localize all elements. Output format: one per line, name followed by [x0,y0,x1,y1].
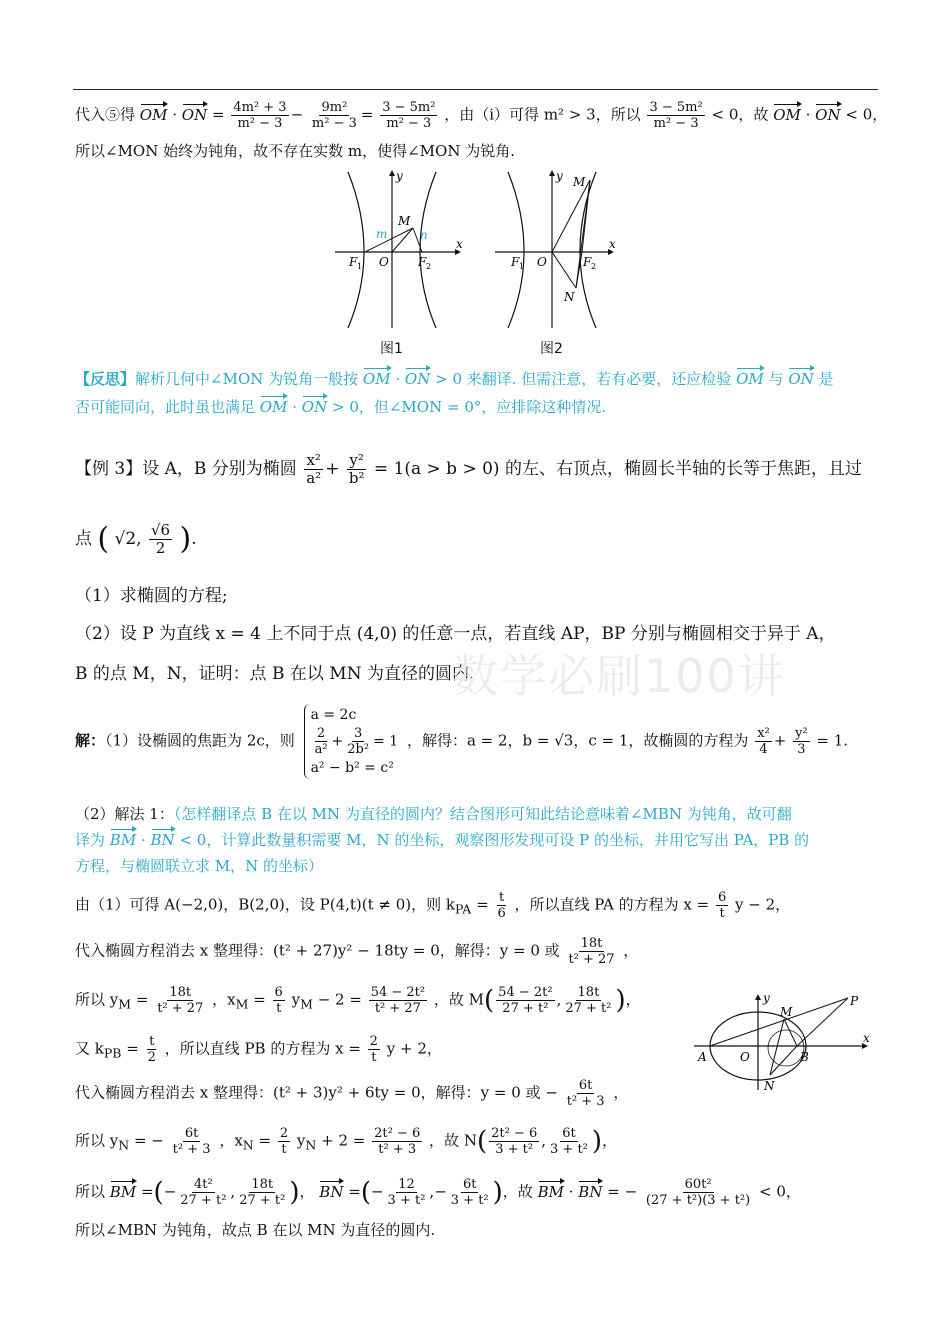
fraction [237,1177,287,1208]
text: ， [613,1083,629,1102]
fraction [313,726,330,757]
text: = 1 [373,733,399,750]
denominator: t² + 27 [157,1001,204,1016]
numerator: 60t² [684,1177,712,1192]
vector-bn: BN [150,831,175,849]
mn-circle [768,1030,804,1066]
paren-right: ) [591,1126,603,1157]
conclusion-line: 所以∠MBN 为钝角，故点 B 在以 MN 为直径的圆内. [75,1221,436,1239]
reflection-line-1: 【反思】解析几何中∠MON 为锐角一般按 OM · ON > 0 来翻译. 但需注意，若有必要，还应检验 OM 与 ON 是 [75,370,834,388]
denominator: 27 + t² [180,1193,227,1208]
denominator: 2 [155,539,166,557]
fraction [310,100,359,131]
fraction [155,985,205,1016]
text: 否可能同向，此时虽也满足 [75,398,256,416]
vector-bn: BN [319,1182,344,1201]
fraction [496,985,554,1016]
text: = [253,990,266,1009]
text: = − [133,1131,164,1150]
m-point-label: M [398,214,411,228]
fraction [793,726,810,757]
numerator: 9m² [321,100,348,115]
text: = [126,1039,139,1058]
text: 解析几何中∠MON 为锐角一般按 [135,370,359,388]
derivation-row-7: 所以 BM =(− $\frac{\text{4t²}}{\text{27 + t²}}$ , $\frac{18t}{\text{27 + t²}}$ )， BN =(− $\frac{12}{\text{3 + t²}}$ ,− $\frac{6t}{\text{3 + t²}}$ )，故 BM · BN = − $\frac{\text{60t²}}{\text{(27 + t²)(3 + t²)}}$ < 0， [75,1177,801,1208]
segment-mn [770,1019,784,1075]
f2-label: F [418,255,427,269]
solution-line-1: 解：（1）设椭圆的焦距为 2c，则 a = 2c $\frac{2}{\text{a²}}$ + $\frac{3}{\text{2b²}}$ = 1 a² − b² = c² ，解得：a = 2，b = √3，c = 1，故椭圆的方程为 $\frac{\text{x²}}{4}$ + $\frac{\text{y²}}{3}$ = 1. [75,704,848,779]
method-1-line-2: 译为 BM · BN < 0，计算此数量积需要 M，N 的坐标，观察图形发现可设 P 的坐标，并用它写出 PA，PB 的 [75,831,810,849]
header-line-2: 所以∠MON 始终为钝角，故不存在实数 m，使得∠MON 为锐角. [75,142,515,160]
denominator: t² + 3 [566,1094,605,1109]
line-bp [797,998,848,1046]
text: = 1. [816,731,849,750]
fraction [149,522,172,557]
numerator: 6t [184,1126,199,1141]
numerator: 18t [577,985,600,1000]
denominator: 27 + t² [565,1001,612,1016]
numerator: 3 [354,726,363,741]
fraction [278,1126,290,1157]
text: y − 2， [735,895,791,914]
numerator: x² [757,726,770,741]
origin-label: O [740,1050,750,1064]
reflection-line-2: 否可能同向，此时虽也满足 OM · ON > 0，但∠MON = 0°，应排除这种情况. [75,398,607,416]
fraction [345,726,371,757]
paren-right: ) [492,1177,503,1208]
left-branch [508,172,524,328]
header-line-1: 代入⑤得 OM · ON = $\frac{\text{4m² + 3}}{\text{m² − 3}}$ − $\frac{\text{9m²}}{\text{m² − 3}}$ = $\frac{\text{3 − 5m²}}{\text{m² − 3}}$ ，由（i）可得 m² > 3，所以 $\frac{\text{3 − 5m²}}{\text{m² − 3}}$ < 0，故 OM · ON < 0， [75,100,888,131]
vector-om: OM [259,398,288,416]
y-label: y [556,169,563,183]
denominator: 2b² [347,742,370,757]
vector-om: OM [736,370,764,388]
text: ， [299,1182,315,1201]
text: ，故 M [433,990,485,1009]
text: = [348,1182,361,1201]
denominator: t [281,1142,287,1157]
numerator: 3 − 5m² [649,100,703,115]
subscript: N [118,1137,130,1153]
m-label: M [780,1005,793,1019]
denominator: b² [348,469,365,487]
denominator: t² + 3 [378,1142,417,1157]
derivation-row-5 [75,1078,628,1109]
text: > 0，但∠MON = 0°，应排除这种情况. [331,398,607,416]
text: = − [607,1182,638,1201]
fraction [489,1126,539,1157]
solution-tag: 解： [75,731,106,750]
paren-right: ) [289,1177,300,1208]
numerator: 18t [169,985,192,1000]
numerator: 6t [462,1177,477,1192]
derivation-row-3: 所以 $y_M$ = $\frac{18t}{\text{t² + 27}}$ ，$x_M$ = $\frac{6}{t}$ $y_M - 2$ = $\frac{\text{54 − 2t²}}{\text{t² + 27}}$ ，故 M( $\frac{\text{54 − 2t²}}{\text{27 + t²}}$ , $\frac{18t}{\text{27 + t²}}$ )， [75,985,641,1016]
denominator: (27 + t²)(3 + t²) [645,1193,751,1208]
text: ， [625,990,641,1009]
fraction [566,936,616,967]
equation: a² − b² = c² [310,760,394,776]
text: 所以 y [75,1131,119,1150]
numerator: √6 [151,521,171,539]
vector-bn: BN [578,1182,603,1201]
numerator: t [149,1034,155,1049]
b-label: B [800,1050,809,1064]
f2-label: F [583,255,592,269]
y-label: y [763,991,770,1005]
fraction [368,1034,380,1065]
subscript: PB [103,1045,122,1061]
y-arrow [389,170,395,176]
vector-on: ON [788,370,814,388]
x-label: x [609,237,616,251]
text: = [258,1131,272,1150]
denominator: 3 + t² [550,1142,588,1157]
question-2-line-2: B 的点 M，N，证明：点 B 在以 MN 为直径的圆内. [75,664,475,684]
method-1-line-1 [75,804,792,824]
reflection-tag: 【反思】 [75,370,136,388]
figure-2-hyperbola [490,168,625,330]
derivation-row-6: 所以 $y_N$ = − $\frac{6t}{\text{t² + 3}}$ ，$x_N$ = $\frac{2}{t}$ $y_N + 2$ = $\frac{\text{2t² − 6}}{\text{t² + 3}}$ ，故 N( $\frac{\text{2t² − 6}}{\text{3 + t²}}$ , $\frac{6t}{\text{3 + t²}}$ )， [75,1126,618,1157]
text: 所以 y [75,990,119,1009]
segment-mf1 [365,228,413,252]
vector-bm: BM [537,1182,564,1201]
equation: $\frac{2}{\text{a²}}$ + $\frac{3}{\text{2b²}}$ = 1 [314,726,399,757]
equation: a = 2c [310,707,357,723]
example-tag: 【例 3】 [75,459,143,479]
denominator: 2 [147,1050,156,1065]
segment-om [552,180,590,252]
vector-on: ON [181,105,208,124]
numerator: 54 − 2t² [498,985,553,1000]
numerator: 18t [580,936,603,951]
paren-left: ( [360,1177,371,1208]
fraction [146,1034,158,1065]
denominator: a² [314,742,328,757]
fraction [565,1078,607,1109]
fraction [644,1177,752,1208]
method-1-line-3: 方程，与椭圆联立求 M，N 的坐标） [75,857,324,875]
denominator: 27 + t² [239,1193,286,1208]
numerator: 6 [274,985,283,1000]
denominator: 27 + t² [502,1001,549,1016]
comment: （怎样翻译点 B 在以 MN 为直径的圆内？结合图形可知此结论意味着∠MBN 为钝角，故可翻 [173,805,792,823]
numerator: x² [306,451,321,469]
fraction [171,1126,213,1157]
point-x: √2, [114,529,142,549]
fraction [273,985,285,1016]
numerator: 18t [251,1177,274,1192]
text: > 0 来翻译. 但需注意，若有必要，还应检验 [435,370,732,388]
numerator: 4t² [193,1177,213,1192]
y-arrow [549,170,555,176]
text: < 0，计算此数量积需要 M，N 的坐标，观察图形发现可设 P 的坐标，并用它写出 PA，PB 的 [179,831,810,849]
denominator: 3 + t² [387,1193,426,1208]
text: y [291,990,301,1009]
subscript: M [118,996,132,1012]
text: 代入⑤得 [75,105,136,124]
fraction [369,985,427,1016]
fraction [304,452,323,487]
figure-1-hyperbola [330,168,465,330]
segment-on [552,252,576,288]
numerator: 4m² + 3 [233,100,287,115]
vector-om: OM [362,370,391,388]
watermark: 数学必刷100讲 [452,649,786,703]
origin-label: O [379,255,389,269]
method-heading: （2）解法 1： [75,805,174,823]
fraction [716,890,728,921]
f2-subscript: 2 [591,262,597,271]
vector-on: ON [815,105,841,124]
vector-on: ON [301,398,328,416]
example-line-1: 【例 3】设 A，B 分别为椭圆 $\frac{\text{x²}}{\text{a²}}$ + $\frac{\text{y²}}{\text{b²}}$ = 1(a > b > 0) 的左、右顶点，椭圆长半轴的长等于焦距，且过 [75,451,862,487]
text: 设 A，B 分别为椭圆 [142,459,297,479]
paren-left: ( [97,521,110,557]
fraction [548,1126,590,1157]
paren-right: ) [179,521,192,557]
derivation-row-4 [75,1034,442,1065]
question-2-line-1: （2）设 P 为直线 x = 4 上不同于点 (4,0) 的任意一点，若直线 AP，BP 分别与椭圆相交于异于 A， [75,624,836,644]
text: . [191,529,197,549]
derivation-row-2 [75,936,638,967]
text: ， [602,1131,618,1150]
denominator: m² − 3 [653,116,699,131]
x-label: x [863,1031,870,1045]
text: = [476,895,489,914]
left-branch [348,172,364,328]
figure-1-caption: 图1 [380,341,403,357]
text: ，由（i）可得 m² > 3，所以 [444,105,641,124]
f1-label: F [349,255,358,269]
fraction [347,452,367,487]
denominator: t² + 3 [172,1142,211,1157]
n-point-label: N [564,290,575,304]
m-point-label: M [573,175,586,189]
derivation-row-1 [75,890,790,921]
text: 代入椭圆方程消去 x 整理得：(t² + 27)y² − 18ty = 0，解得：y = 0 或 [75,941,560,960]
text: （1）设椭圆的焦距为 2c，则 [105,731,295,750]
fraction [495,890,507,921]
numerator: t [498,890,505,905]
fraction [386,1177,428,1208]
f1-label: F [511,255,520,269]
text: = [135,990,149,1009]
equation-system [304,704,399,779]
text: = [140,1182,154,1201]
paren-left: ( [484,985,495,1016]
text: ，所以直线 PA 的方程为 x = [514,895,710,914]
denominator: 4 [759,742,768,757]
vector-bm: BM [109,1182,137,1201]
right-branch [420,172,436,328]
text: ， [623,941,639,960]
denominator: t² + 27 [568,952,615,967]
subscript: PA [455,901,472,917]
subscript: M [300,996,313,1012]
text: ，所以直线 PB 的方程为 x = [164,1039,361,1058]
numerator: 6 [717,890,727,905]
numerator: y² [349,451,364,469]
f2-subscript: 2 [426,262,432,271]
denominator: a² [306,469,322,487]
denominator: 3 + t² [495,1142,534,1157]
numerator: 2t² − 6 [491,1126,538,1141]
denominator: m² − 3 [237,116,283,131]
text: < 0， [845,105,888,124]
text: = 1(a > b > 0) 的左、右顶点，椭圆长半轴的长等于焦距，且过 [373,459,862,479]
origin-label: O [537,255,547,269]
denominator: 3 + t² [450,1193,489,1208]
text: < 0， [759,1182,801,1201]
numerator: 2 [316,726,326,741]
text: 所以 [75,1182,106,1201]
n-line-label: n [420,228,428,242]
vector-om: OM [139,105,168,124]
text: < 0，故 [711,105,769,124]
denominator: 3 [797,742,806,757]
text: ，故 N [429,1131,477,1150]
denominator: t² + 27 [374,1001,421,1016]
subscript: N [305,1137,317,1153]
fraction [178,1177,228,1208]
numerator: 2 [369,1034,378,1049]
text: 译为 [75,831,106,849]
y-arrow [755,994,761,1000]
fraction [231,100,288,131]
paren-left: ( [476,1126,488,1157]
numerator: 2 [279,1126,289,1141]
m-line-label: m [376,227,388,241]
text: ，x [219,1131,243,1150]
text: 点 [75,529,92,549]
vector-on: ON [404,370,431,388]
paren-left: ( [153,1177,164,1208]
text: 又 k [75,1039,104,1058]
text: ，故 [502,1182,533,1201]
numerator: 6t [562,1126,576,1141]
text: 由（1）可得 A(−2,0)，B(2,0)，设 P(4,t)(t ≠ 0)，则 k [75,895,455,914]
text: − 2 = [317,990,362,1009]
x-label: x [456,237,463,251]
text: 与 [768,370,784,388]
figure-2-caption: 图2 [540,341,563,357]
denominator: t [371,1050,377,1065]
subscript: N [242,1137,254,1153]
text: y [296,1131,306,1150]
numerator: 3 − 5m² [382,100,436,115]
subscript: M [235,996,249,1012]
denominator: t [276,1001,282,1016]
vector-bm: BM [109,831,137,849]
numerator: 6t [578,1078,593,1093]
numerator: 12 [398,1177,415,1192]
f1-subscript: 1 [357,262,363,271]
vector-om: OM [773,105,801,124]
denominator: m² − 3 [311,116,357,131]
f1-subscript: 1 [519,262,525,271]
paren-right: ) [615,985,626,1016]
numerator: 54 − 2t² [370,985,426,1000]
denominator: t [719,906,725,921]
segment-om [392,228,413,252]
fraction [755,726,772,757]
text: 代入椭圆方程消去 x 整理得：(t² + 3)y² + 6ty = 0，解得：y = 0 或 − [75,1083,558,1102]
figure-3-ellipse [690,990,875,1098]
example-line-2 [75,522,197,557]
fraction [647,100,704,131]
n-label: N [764,1079,775,1093]
numerator: 2t² − 6 [374,1126,421,1141]
denominator: m² − 3 [386,116,432,131]
denominator: 6 [497,906,506,921]
text: + 2 = [321,1131,366,1150]
p-label: P [850,994,859,1008]
text: ，解得：a = 2，b = √3，c = 1，故椭圆的方程为 [406,731,749,750]
text: 是 [818,370,834,388]
y-label: y [396,169,403,183]
text: y + 2， [386,1039,442,1058]
fraction [372,1126,422,1157]
a-label: A [698,1050,707,1064]
fraction [380,100,437,131]
question-1: （1）求椭圆的方程; [75,586,228,606]
fraction [449,1177,491,1208]
top-rule [73,89,878,90]
fraction [563,985,613,1016]
text: ，x [212,990,236,1009]
numerator: y² [795,726,808,741]
